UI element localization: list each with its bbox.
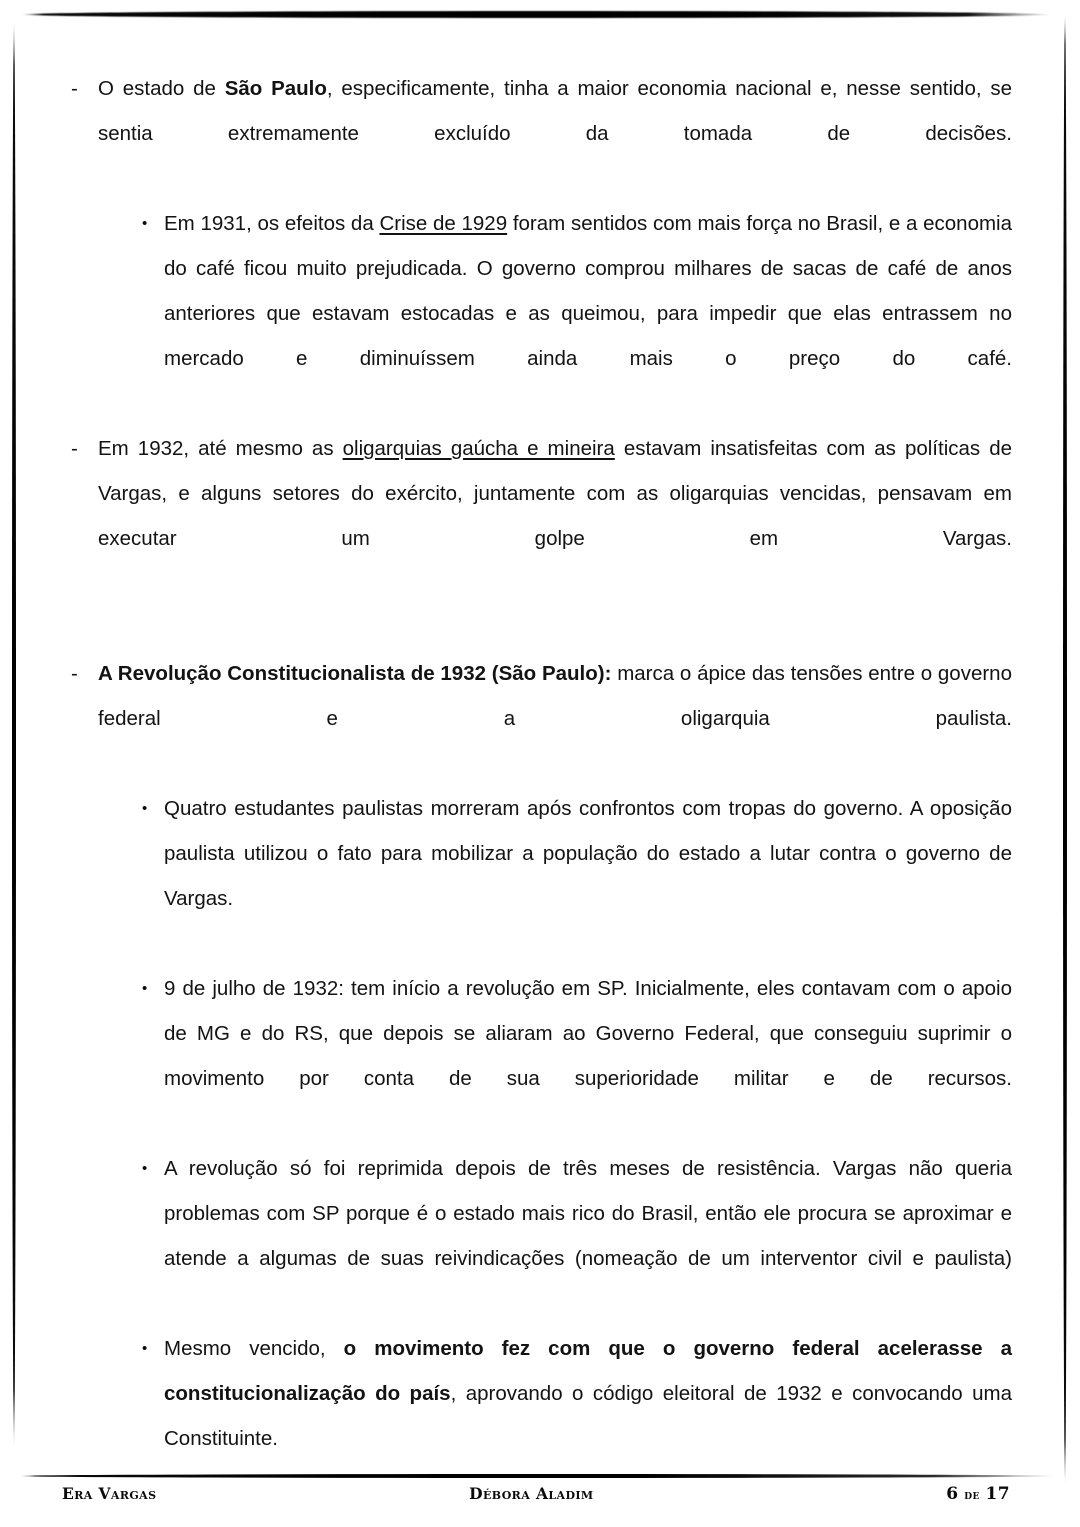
list-item-text [98,651,1012,786]
scan-edge-top-border [22,11,1052,18]
list-item-level-2 [62,1146,1012,1326]
bullet-marker-icon: • [142,215,148,232]
bullet-marker-icon: • [142,1160,148,1177]
text-segment: Mesmo vencido, [164,1337,344,1360]
bold-text-segment: o movimento fez com que o governo federal acelerasse a constitucionalização do país [164,1337,1012,1405]
list-item-text [164,966,1012,1146]
footer-page-total: 17 [985,1484,1010,1504]
bullet-marker-icon: • [142,980,148,997]
document-body [62,66,1012,1506]
text-segment: Quatro estudantes paulistas morreram após confrontos com tropas do governo. A oposição paulista utilizou o fato para mobilizar a população do estado a lutar contra o governo de Vargas. [164,797,1012,910]
bullet-marker-icon: • [142,1340,148,1357]
scan-edge-left-border [12,22,16,1447]
text-segment: foram sentidos com mais força no Brasil, e a economia do café ficou muito prejudicada. O governo comprou milhares de sacas de café de anos anteriores que estavam estocadas e as queimou, para impedir que elas entrassem no mercado e diminuíssem ainda mais o preço do café. [164,212,1012,370]
list-item-text [164,1326,1012,1506]
footer-page-connector: de [964,1487,980,1503]
bold-text-segment: São Paulo [224,77,327,100]
text-segment: estavam insatisfeitas com as políticas de Vargas, e alguns setores do exército, juntamente com as oligarquias vencidas, pensavam em executar um golpe em Vargas. [98,437,1013,550]
footer-page-indicator [946,1484,1010,1504]
list-item-level-2 [62,786,1012,966]
text-segment: marca o ápice das tensões entre o governo federal e a oligarquia paulista. [98,662,1012,730]
scan-edge-right-border [1063,14,1067,1484]
text-segment: , aprovando o código eleitoral de 1932 e convocando uma Constituinte. [164,1382,1012,1450]
list-item-level-2 [62,201,1012,426]
list-item-level-1 [62,651,1012,786]
list-item-text [98,66,1012,201]
list-item-text [98,426,1012,606]
dash-marker-icon: - [71,77,78,100]
text-segment: Em 1932, até mesmo as [98,437,343,460]
dash-marker-icon: - [71,437,78,460]
footer-subject: Era Vargas [62,1484,157,1503]
list-item-text [164,786,1012,966]
text-segment: 9 de julho de 1932: tem início a revolução em SP. Inicialmente, eles contavam com o apoio de MG e do RS, que depois se aliaram ao Governo Federal, que conseguiu suprimir o movimento por conta de sua superioridade militar e de recursos. [164,977,1012,1090]
list-item-text [164,1146,1012,1326]
underlined-text-segment: oligarquias gaúcha e mineira [342,437,615,460]
page-footer [62,1484,1010,1504]
footer-divider [20,1474,1058,1478]
text-segment: A revolução só foi reprimida depois de três meses de resistência. Vargas não queria problemas com SP porque é o estado mais rico do Brasil, então ele procura se aproximar e atende a algumas de suas reivindicações (nomeação de um interventor civil e paulista) [164,1157,1012,1270]
footer-author: Débora Aladim [469,1484,594,1503]
dash-marker-icon: - [71,662,78,685]
list-item-level-2 [62,966,1012,1146]
text-segment: O estado de [98,77,225,100]
bullet-marker-icon: • [142,800,148,817]
text-segment: , especificamente, tinha a maior economia nacional e, nesse sentido, se sentia extremamente excluído da tomada de decisões. [98,77,1012,145]
list-item-level-1 [62,426,1012,606]
list-item-level-2 [62,1326,1012,1506]
footer-page-number: 6 [946,1484,959,1504]
underlined-text-segment: Crise de 1929 [379,212,508,235]
paragraph-spacer [62,606,1012,651]
text-segment: Em 1931, os efeitos da [164,212,380,235]
list-item-text [164,201,1012,426]
list-item-level-1 [62,66,1012,201]
bold-text-segment: A Revolução Constitucionalista de 1932 (São Paulo): [98,662,612,685]
